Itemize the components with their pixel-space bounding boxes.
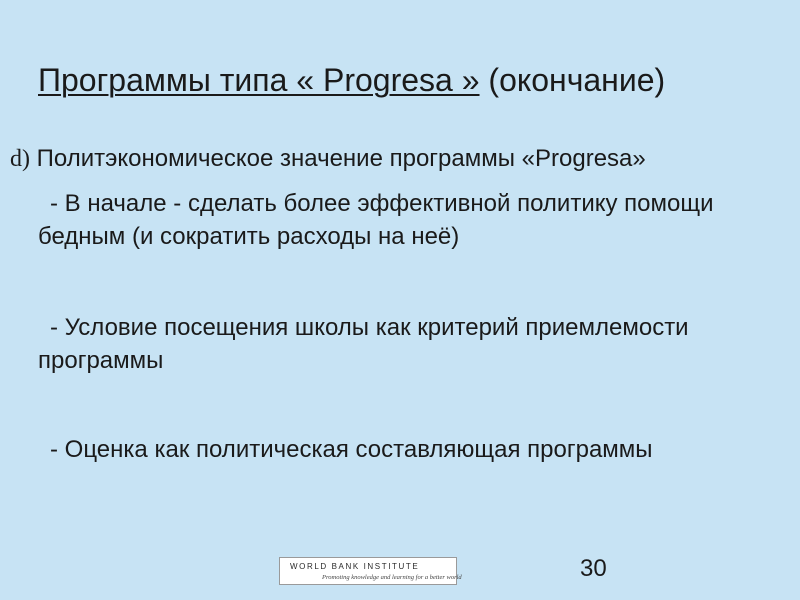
- sub-item-3: - Оценка как политическая составляющая программы: [50, 436, 653, 463]
- title-underlined-part: Программы типа « Progresa »: [38, 62, 480, 98]
- point-heading: [10, 141, 646, 177]
- title-suffix: (окончание): [479, 62, 666, 98]
- point-marker: d): [10, 146, 30, 172]
- logo-name: WORLD BANK INSTITUTE: [290, 562, 420, 571]
- sub-item-2: - Условие посещения школы как критерий приемлемости программы: [38, 314, 689, 374]
- world-bank-institute-logo: [279, 557, 462, 585]
- page-number: 30: [580, 555, 607, 582]
- logo-tagline: Promoting knowledge and learning for a better world: [322, 574, 462, 581]
- slide-title: [38, 58, 665, 102]
- sub-item-1: - В начале - сделать более эффективной политику помощи бедным (и сократить расходы на неё): [38, 190, 714, 250]
- point-text: Политэкономическое значение программы «Progresa»: [30, 145, 646, 172]
